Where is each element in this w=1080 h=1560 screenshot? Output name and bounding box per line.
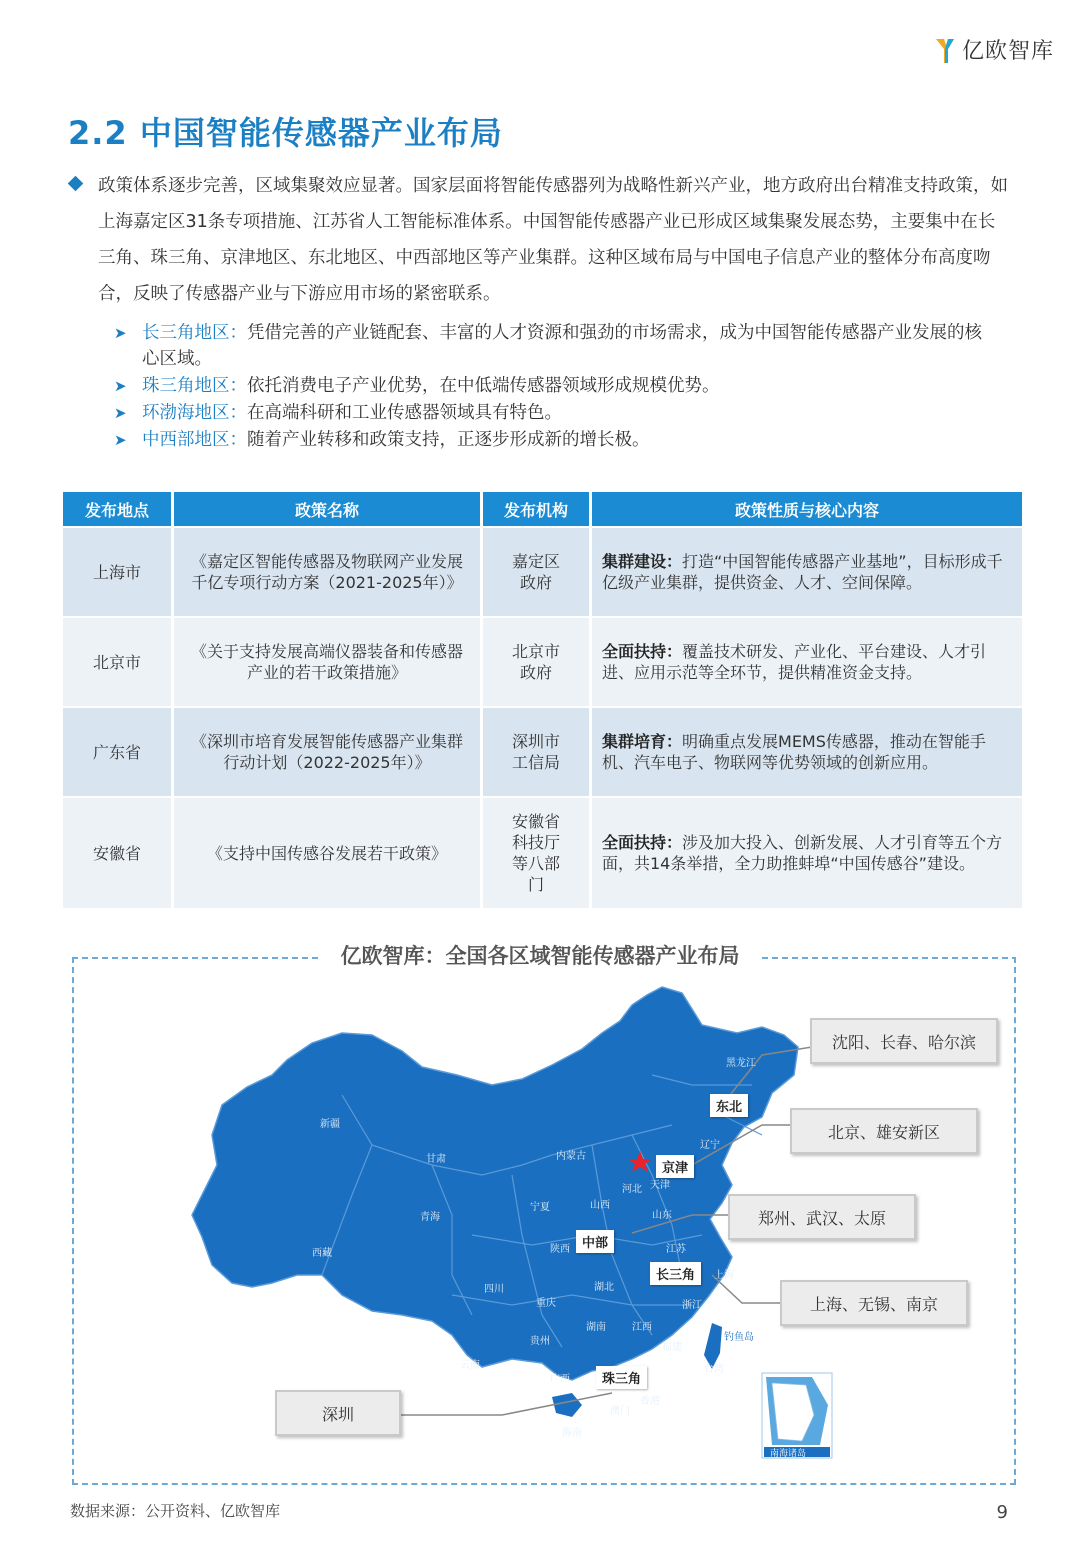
data-source: 数据来源：公开资料、亿欧智库: [70, 1502, 281, 1520]
province-label: 广西: [550, 1374, 570, 1385]
column-header: 政策名称: [174, 492, 480, 526]
region-item: [114, 427, 994, 453]
cell-content: [592, 798, 1022, 908]
cell-place: 安徽省: [63, 798, 171, 908]
policy-content: 涉及加大投入、创新发展、人才引育等五个方面，共14条举措，全力助推蚌埠“中国传感谷”建设。: [602, 833, 1003, 873]
cell-policy: 《关于支持发展高端仪器装备和传感器产业的若干政策措施》: [174, 618, 480, 706]
province-label: 贵州: [530, 1336, 550, 1347]
policy-type: 全面扶持：: [602, 833, 683, 852]
province-label: 福建: [662, 1342, 682, 1353]
province-label: 钓鱼岛: [724, 1332, 754, 1343]
callout-yrd: 上海、无锡、南京: [780, 1280, 968, 1326]
intro-text: 政策体系逐步完善，区域集聚效应显著。国家层面将智能传感器列为战略性新兴产业，地方政府出台精准支持政策，如上海嘉定区31条专项措施、江苏省人工智能标准体系。中国智能传感器产业已形成区域集聚发展态势，主要集中在长三角、珠三角、京津地区、东北地区、中西部地区等产业集群。这种区域布局与中国电子信息产业的整体分布高度吻合，反映了传感器产业与下游应用市场的紧密联系。: [98, 176, 1008, 304]
arrow-bullet-icon: ➤: [114, 431, 127, 449]
region-text: 依托消费电子产业优势，在中低端传感器领域形成规模优势。: [247, 376, 720, 396]
china-landmass: [192, 987, 798, 1380]
map-title: 亿欧智库：全国各区域智能传感器产业布局: [319, 940, 762, 970]
yiou-logo-icon: [934, 35, 956, 65]
province-label: 云南: [460, 1360, 480, 1371]
region-text: 随着产业转移和政策支持，正逐步形成新的增长极。: [247, 430, 650, 450]
cell-policy: 《深圳市培育发展智能传感器产业集群行动计划（2022-2025年）》: [174, 708, 480, 796]
province-label: 甘肃: [426, 1154, 446, 1165]
region-list: [114, 320, 994, 454]
province-label: 香港: [640, 1396, 660, 1407]
province-label: 四川: [484, 1284, 504, 1295]
map-tag-jingjin: 京津: [656, 1155, 694, 1178]
province-label: 辽宁: [700, 1140, 720, 1151]
policy-type: 全面扶持：: [602, 642, 683, 661]
province-label: 西藏: [312, 1248, 332, 1259]
province-label: 黑龙江: [726, 1058, 756, 1069]
hainan-island: [552, 1393, 582, 1417]
region-name: 环渤海地区：: [142, 403, 247, 423]
policy-table: [60, 490, 1025, 910]
region-text: 凭借完善的产业链配套、丰富的人才资源和强劲的市场需求，成为中国智能传感器产业发展的核心区域。: [142, 323, 982, 369]
policy-type: 集群培育：: [602, 732, 683, 751]
province-label: 陕西: [550, 1244, 570, 1255]
province-label: 湖南: [586, 1322, 606, 1333]
cell-policy: 《嘉定区智能传感器及物联网产业发展千亿专项行动方案（2021-2025年）》: [174, 528, 480, 616]
province-label: 澳门: [610, 1406, 630, 1417]
table-header-row: [63, 492, 1022, 526]
province-label: 上海: [714, 1270, 734, 1281]
region-name: 中西部地区：: [142, 430, 247, 450]
province-label: 新疆: [320, 1119, 340, 1130]
map-title-wrap: [0, 940, 1080, 970]
inset-label: 南海诸岛: [770, 1449, 807, 1459]
intro-paragraph: [68, 168, 1008, 312]
province-label: 江西: [632, 1322, 652, 1333]
policy-content: 打造“中国智能传感器产业基地”，目标形成千亿级产业集群，提供资金、人才、空间保障。: [602, 552, 1003, 592]
cell-content: [592, 618, 1022, 706]
cell-content: [592, 528, 1022, 616]
arrow-bullet-icon: ➤: [114, 404, 127, 422]
policy-content: 明确重点发展MEMS传感器，推动在智能手机、汽车电子、物联网等优势领域的创新应用。: [602, 732, 986, 772]
province-label: 海南: [562, 1428, 582, 1439]
province-label: 湖北: [594, 1282, 614, 1293]
province-label: 浙江: [682, 1300, 702, 1311]
cell-place: 广东省: [63, 708, 171, 796]
region-item: [114, 373, 994, 399]
brand-name: 亿欧智库: [961, 39, 1054, 64]
callout-prd: 深圳: [275, 1390, 401, 1436]
cell-place: 北京市: [63, 618, 171, 706]
cell-org: 深圳市工信局: [483, 708, 589, 796]
cell-policy: 《支持中国传感谷发展若干政策》: [174, 798, 480, 908]
region-item: [114, 320, 994, 372]
province-label: 天津: [650, 1180, 670, 1191]
region-name: 珠三角地区：: [142, 376, 247, 396]
province-label: 河北: [622, 1184, 642, 1195]
policy-type: 集群建设：: [602, 552, 683, 571]
column-header: 发布地点: [63, 492, 171, 526]
cell-org: 北京市政府: [483, 618, 589, 706]
region-text: 在高端科研和工业传感器领域具有特色。: [247, 403, 562, 423]
province-label: 山东: [652, 1210, 672, 1221]
callout-central: 郑州、武汉、太原: [728, 1194, 916, 1240]
province-label: 宁夏: [530, 1202, 550, 1213]
section-title: 2.2 中国智能传感器产业布局: [68, 114, 503, 152]
cell-place: 上海市: [63, 528, 171, 616]
arrow-bullet-icon: ➤: [114, 377, 127, 395]
policy-content: 覆盖技术研发、产业化、平台建设、人才引进、应用示范等全环节，提供精准资金支持。: [602, 642, 987, 682]
column-header: 政策性质与核心内容: [592, 492, 1022, 526]
region-item: [114, 400, 994, 426]
map-tag-yrd: 长三角: [650, 1262, 701, 1285]
map-tag-prd: 珠三角: [596, 1366, 647, 1389]
cell-org: 安徽省科技厅等八部门: [483, 798, 589, 908]
callout-jingjin: 北京、雄安新区: [790, 1108, 978, 1154]
table-row: [63, 798, 1022, 908]
province-label: 江苏: [666, 1244, 686, 1255]
table-row: [63, 528, 1022, 616]
province-label: 青海: [420, 1212, 440, 1223]
arrow-bullet-icon: ➤: [114, 324, 127, 342]
table-row: [63, 618, 1022, 706]
brand-logo: [934, 34, 1054, 65]
province-label: 山西: [590, 1200, 610, 1211]
cell-content: [592, 708, 1022, 796]
cell-org: 嘉定区政府: [483, 528, 589, 616]
region-name: 长三角地区：: [142, 323, 247, 343]
province-label: 重庆: [536, 1298, 556, 1309]
callout-northeast: 沈阳、长春、哈尔滨: [810, 1018, 998, 1064]
map-tag-central: 中部: [576, 1230, 614, 1253]
map-tag-northeast: 东北: [710, 1094, 748, 1117]
province-label: 台湾: [704, 1364, 724, 1375]
table-row: [63, 708, 1022, 796]
page-number: 9: [996, 1502, 1008, 1523]
province-label: 内蒙古: [556, 1151, 586, 1162]
column-header: 发布机构: [483, 492, 589, 526]
